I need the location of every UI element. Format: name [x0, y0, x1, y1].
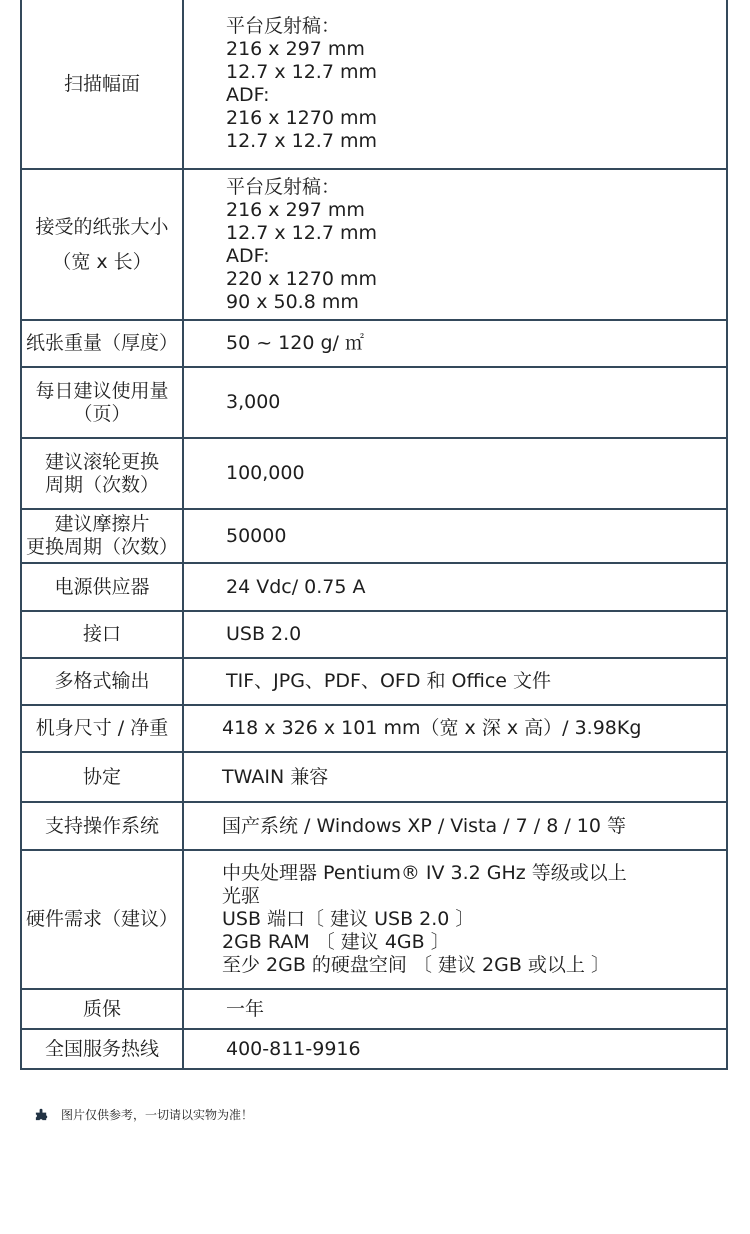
- puzzle-icon: [34, 1107, 49, 1122]
- row-label: 电源供应器: [21, 563, 183, 611]
- row-label: 扫描幅面: [21, 0, 183, 169]
- row-value: 一年: [183, 989, 727, 1029]
- row-value: TIF、JPG、PDF、OFD 和 Office 文件: [183, 658, 727, 705]
- table-row: [21, 438, 727, 509]
- table-row: [21, 563, 727, 611]
- row-label: 每日建议使用量 （页）: [21, 367, 183, 438]
- table-row: [21, 802, 727, 850]
- spec-table: [20, 0, 728, 1070]
- table-row: [21, 320, 727, 367]
- row-label: 纸张重量（厚度）: [21, 320, 183, 367]
- table-row: [21, 169, 727, 320]
- row-value: 400-811-9916: [183, 1029, 727, 1069]
- table-row: [21, 850, 727, 989]
- row-label: 多格式输出: [21, 658, 183, 705]
- row-value: USB 2.0: [183, 611, 727, 658]
- row-value: TWAIN 兼容: [183, 752, 727, 802]
- table-row: [21, 367, 727, 438]
- row-label: 接口: [21, 611, 183, 658]
- row-value: 平台反射稿： 216 x 297 mm 12.7 x 12.7 mm ADF: 220 x 1270 mm 90 x 50.8 mm: [183, 169, 727, 320]
- table-row: [21, 509, 727, 563]
- row-label: 建议摩擦片 更换周期（次数）: [21, 509, 183, 563]
- table-row: [21, 611, 727, 658]
- row-value: 平台反射稿： 216 x 297 mm 12.7 x 12.7 mm ADF: 216 x 1270 mm 12.7 x 12.7 mm: [183, 0, 727, 169]
- table-row: [21, 658, 727, 705]
- row-value: 418 x 326 x 101 mm（宽 x 深 x 高）/ 3.98Kg: [183, 705, 727, 752]
- row-value: 100,000: [183, 438, 727, 509]
- table-row: [21, 989, 727, 1029]
- row-value: 中央处理器 Pentium® IV 3.2 GHz 等级或以上 光驱 USB 端口〔 建议 USB 2.0 〕 2GB RAM 〔 建议 4GB 〕 至少 2GB 的硬盘空间 〔 建议 2GB 或以上 〕: [183, 850, 727, 989]
- row-value: 50000: [183, 509, 727, 563]
- row-label: 机身尺寸 / 净重: [21, 705, 183, 752]
- row-label: 协定: [21, 752, 183, 802]
- footnote-text: 图片仅供参考，一切请以实物为准！: [61, 1108, 254, 1122]
- row-label: 支持操作系统: [21, 802, 183, 850]
- table-row: [21, 705, 727, 752]
- table-row: [21, 0, 727, 169]
- table-row: [21, 752, 727, 802]
- row-label: 硬件需求（建议）: [21, 850, 183, 989]
- row-value: 50 ~ 120 g/ ㎡: [183, 320, 727, 367]
- row-value: 3,000: [183, 367, 727, 438]
- row-label: 质保: [21, 989, 183, 1029]
- row-value: 国产系统 / Windows XP / Vista / 7 / 8 / 10 等: [183, 802, 727, 850]
- table-row: [21, 1029, 727, 1069]
- row-label: 建议滚轮更换 周期（次数）: [21, 438, 183, 509]
- footnote: [34, 1106, 253, 1123]
- row-label: 接受的纸张大小 （宽 x 长）: [21, 169, 183, 320]
- row-value: 24 Vdc/ 0.75 A: [183, 563, 727, 611]
- row-label: 全国服务热线: [21, 1029, 183, 1069]
